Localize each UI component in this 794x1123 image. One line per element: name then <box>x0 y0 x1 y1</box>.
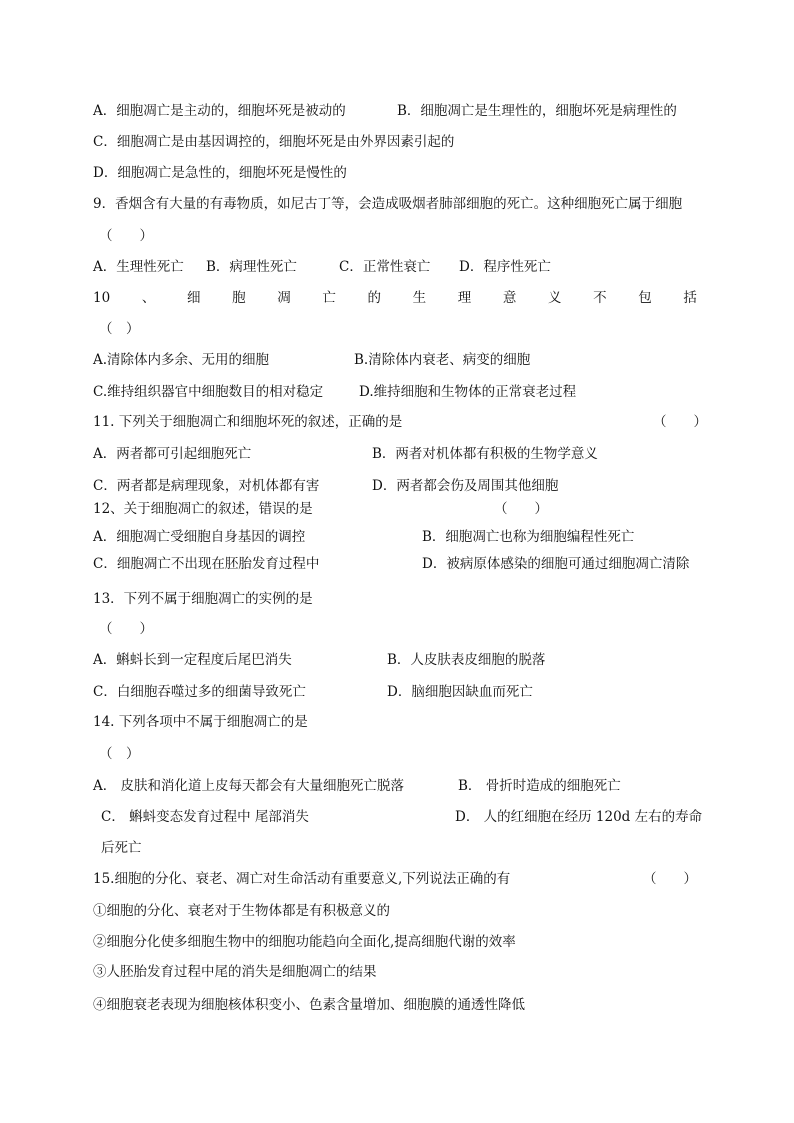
q10-stem-part: 不 <box>593 290 607 306</box>
q12-option-a: A．细胞凋亡受细胞自身基因的调控 <box>93 529 306 545</box>
q13-answer-bracket: （ ） <box>99 621 153 637</box>
q11-option-a: A．两者都可引起细胞死亡 <box>93 446 252 462</box>
q15-statement-4: ④细胞衰老表现为细胞核体积变小、色素含量增加、细胞膜的通透性降低 <box>93 997 525 1013</box>
q10-option-b: B.清除体内衰老、病变的细胞 <box>354 352 531 368</box>
q14-stem: 14. 下列各项中不属于细胞凋亡的是 <box>93 714 308 730</box>
q8-option-d: D．细胞凋亡是急性的，细胞坏死是慢性的 <box>93 165 347 181</box>
q8-option-b: B．细胞凋亡是生理性的，细胞坏死是病理性的 <box>397 103 677 119</box>
q13-option-b: B．人皮肤表皮细胞的脱落 <box>387 652 546 668</box>
q10-stem-part: 生 <box>412 290 427 306</box>
q10-answer-bracket: （ ） <box>99 321 140 337</box>
q8-option-a: A．细胞凋亡是主动的，细胞坏死是被动的 <box>93 103 346 119</box>
q9-stem: 9．香烟含有大量的有毒物质，如尼古丁等，会造成吸烟者肺部细胞的死亡。这种细胞死亡属于细胞 <box>93 196 683 212</box>
q12-option-b: B．细胞凋亡也称为细胞编程性死亡 <box>422 529 635 545</box>
q13-option-c: C．白细胞吞噬过多的细菌导致死亡 <box>93 684 306 700</box>
q10-stem-part: 包 <box>638 290 652 306</box>
q10-stem-part: 括 <box>683 290 697 306</box>
q14-answer-bracket: （ ） <box>99 746 140 762</box>
q11-option-b: B．两者对机体都有积极的生物学意义 <box>372 446 598 462</box>
q10-stem-part: 细 <box>186 290 201 306</box>
q10-stem-part: 意 <box>502 290 517 306</box>
q12-option-d: D．被病原体感染的细胞可通过细胞凋亡清除 <box>422 556 690 572</box>
q14-option-c: C． 蝌蚪变态发育过程中 尾部消失 <box>101 809 309 825</box>
q14-option-d: D． 人的红细胞在经历 120d 左右的寿命 <box>455 809 703 825</box>
q11-option-c: C．两者都是病理现象，对机体都有害 <box>93 478 320 494</box>
q10-stem-part: 亡 <box>322 290 336 306</box>
q9-option-b: B．病理性死亡 <box>206 259 297 275</box>
q12-answer-bracket: （ ） <box>494 501 548 517</box>
q15-statement-3: ③人胚胎发育过程中尾的消失是细胞凋亡的结果 <box>93 964 377 980</box>
q9-option-c: C．正常性衰亡 <box>339 259 431 275</box>
q10-stem-part: 胞 <box>232 290 246 306</box>
q11-answer-bracket: （ ） <box>653 414 707 430</box>
q10-stem-part: 、 <box>141 290 156 306</box>
q15-answer-bracket: （ ） <box>643 871 697 887</box>
q12-option-c: C．细胞凋亡不出现在胚胎发育过程中 <box>93 556 320 572</box>
q9-option-a: A．生理性死亡 <box>93 259 184 275</box>
q14-option-b: B． 骨折时造成的细胞死亡 <box>458 778 621 794</box>
q15-statement-2: ②细胞分化使多细胞生物中的细胞功能趋向全面化,提高细胞代谢的效率 <box>93 934 516 950</box>
q10-stem-part: 凋 <box>277 290 291 306</box>
q10-option-c: C.维持组织器官中细胞数目的相对稳定 <box>93 384 324 400</box>
q10-stem-part: 理 <box>457 290 472 306</box>
q9-answer-bracket: （ ） <box>99 228 153 244</box>
q9-option-d: D．程序性死亡 <box>459 259 551 275</box>
q15-stem: 15.细胞的分化、衰老、凋亡对生命活动有重要意义,下列说法正确的有 <box>93 871 511 887</box>
q10-stem-part: 的 <box>367 290 381 306</box>
q13-option-d: D．脑细胞因缺血而死亡 <box>387 684 533 700</box>
q8-option-c: C．细胞凋亡是由基因调控的，细胞坏死是由外界因素引起的 <box>93 134 455 150</box>
q11-stem: 11. 下列关于细胞凋亡和细胞坏死的叙述，正确的是 <box>93 414 403 430</box>
q11-option-d: D．两者都会伤及周围其他细胞 <box>372 478 559 494</box>
q13-stem: 13．下列不属于细胞凋亡的实例的是 <box>93 591 313 607</box>
q13-option-a: A．蝌蚪长到一定程度后尾巴消失 <box>93 652 292 668</box>
q12-stem: 12、关于细胞凋亡的叙述，错误的是 <box>93 501 313 517</box>
q10-stem-part: 义 <box>547 290 562 306</box>
q15-statement-1: ①细胞的分化、衰老对于生物体都是有积极意义的 <box>93 903 390 919</box>
q10-option-d: D.维持细胞和生物体的正常衰老过程 <box>359 384 577 400</box>
q10-stem <box>93 289 697 307</box>
q14-option-a: A． 皮肤和消化道上皮每天都会有大量细胞死亡脱落 <box>93 778 405 794</box>
q14-option-d-continued: 后死亡 <box>101 840 142 856</box>
q10-stem-part: 10 <box>93 290 111 306</box>
q10-option-a: A.清除体内多余、无用的细胞 <box>93 352 270 368</box>
